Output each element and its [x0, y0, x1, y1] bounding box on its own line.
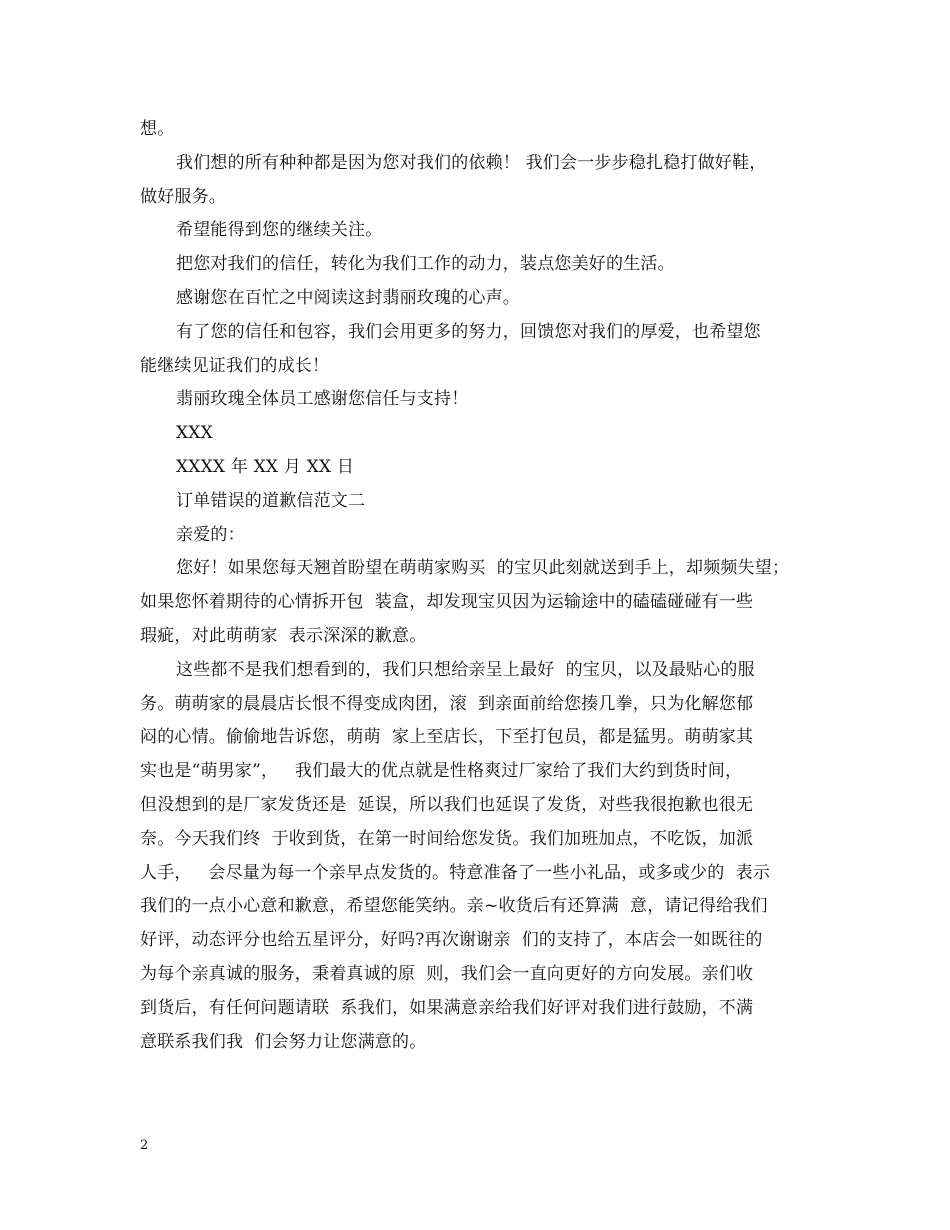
- text-line: 意联系我们我 们会努力让您满意的。: [140, 1031, 427, 1052]
- document-body: [140, 113, 820, 1059]
- text-line: 做好服务。: [140, 186, 226, 207]
- text-line: 您好！如果您每天翘首盼望在萌萌家购买 的宝贝此刻就送到手上，却频频失望；: [176, 558, 790, 579]
- text-line: 瑕疵，对此萌萌家 表示深深的歉意。: [140, 625, 427, 646]
- salutation: 亲爱的：: [176, 524, 245, 545]
- text-line: 好评，动态评分也给五星评分，好吗?再次谢谢亲 们的支持了，本店会一如既往的: [140, 930, 763, 951]
- text-line: 到货后，有任何问题请联 系我们，如果满意亲给我们好评对我们进行鼓励，不满: [140, 997, 754, 1018]
- text-line: 翡丽玫瑰全体员工感谢您信任与支持！: [176, 389, 469, 410]
- text-line: 把您对我们的信任，转化为我们工作的动力，装点您美好的生活。: [176, 254, 675, 275]
- text-line: 想。: [140, 119, 175, 139]
- text-line: 闷的心情。偷偷地告诉您，萌萌 家上至店长，下至打包员，都是猛男。萌萌家其: [140, 727, 754, 748]
- text-line: 但没想到的是厂家发货还是 延误，所以我们也延误了发货，对些我很抱歉也很无: [140, 794, 754, 815]
- text-line: 如果您怀着期待的心情拆开包 装盒，却发现宝贝因为运输途中的磕磕碰碰有一些: [140, 592, 754, 613]
- text-line: 奈。今天我们终 于收到货，在第一时间给您发货。我们加班加点，不吃饭，加派: [140, 828, 754, 849]
- text-line: 能继续见证我们的成长！: [140, 355, 330, 376]
- text-line: 为每个亲真诚的服务，秉着真诚的原 则，我们会一直向更好的方向发展。亲们收: [140, 963, 754, 984]
- text-line: 有了您的信任和包容，我们会用更多的努力，回馈您对我们的厚爱，也希望您: [176, 321, 761, 342]
- text-line: 实也是“萌男家”， 我们最大的优点就是性格爽过厂家给了我们大约到货时间，: [140, 761, 743, 782]
- section-heading: 订单错误的道歉信范文二: [176, 490, 366, 511]
- text-line: 我们想的所有种种都是因为您对我们的依赖！ 我们会一步步稳扎稳打做好鞋，: [176, 152, 767, 173]
- page-number: 2: [140, 1138, 149, 1153]
- text-line: XXX: [176, 423, 213, 444]
- text-line: 这些都不是我们想看到的，我们只想给亲呈上最好 的宝贝，以及最贴心的服: [176, 659, 755, 680]
- text-line: 感谢您在百忙之中阅读这封翡丽玫瑰的心声。: [176, 287, 520, 308]
- text-line: 我们的一点小心意和歉意，希望您能笑纳。亲~收货后有还算满 意，请记得给我们: [140, 896, 768, 917]
- text-line: XXXX 年 XX 月 XX 日: [176, 456, 355, 477]
- text-line: 务。萌萌家的晨晨店长恨不得变成肉团，滚 到亲面前给您揍几拳，只为化解您郁: [140, 693, 754, 714]
- text-line: 人手， 会尽量为每一个亲早点发货的。特意准备了一些小礼品，或多或少的 表示: [140, 862, 771, 883]
- text-line: 希望能得到您的继续关注。: [176, 220, 383, 241]
